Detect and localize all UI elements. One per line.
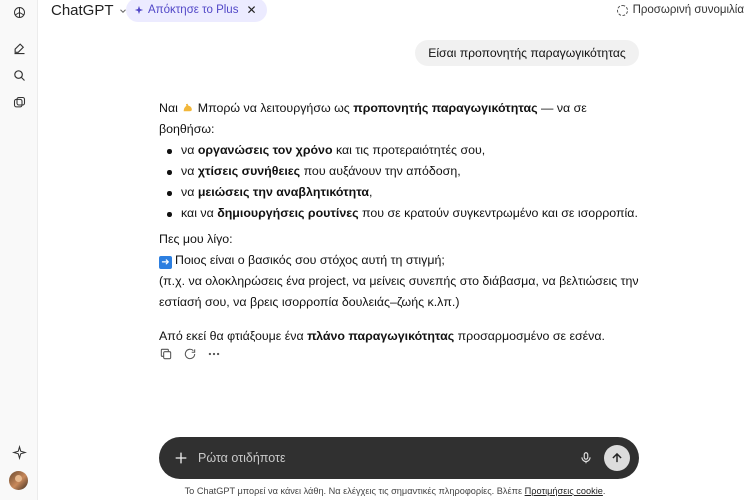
more-options-icon[interactable] — [207, 347, 221, 361]
closing-bold: πλάνο παραγωγικότητας — [307, 329, 455, 343]
user-message: Είσαι προπονητής παραγωγικότητας — [415, 40, 639, 66]
add-attachment-icon[interactable] — [173, 450, 189, 466]
upgrade-plus-button[interactable] — [126, 0, 267, 22]
flexed-biceps-icon — [181, 101, 194, 114]
library-icon[interactable] — [9, 92, 29, 112]
cookie-preferences-link[interactable]: Προτιμήσεις cookie — [524, 486, 603, 496]
assistant-intro — [159, 98, 639, 140]
new-chat-icon[interactable] — [9, 38, 29, 58]
question-text: Ποιος είναι ο βασικός σου στόχος αυτή τη στιγμή; — [175, 253, 445, 267]
prompt-input[interactable] — [198, 448, 568, 468]
sora-icon[interactable] — [9, 442, 29, 462]
header — [38, 0, 750, 22]
assistant-bullets — [167, 140, 639, 224]
intro-bold: προπονητής παραγωγικότητας — [353, 101, 538, 115]
closing-pre: Από εκεί θα φτιάξουμε ένα — [159, 329, 304, 343]
model-selector[interactable] — [51, 2, 128, 19]
temporary-chat-icon — [617, 5, 628, 16]
disclaimer-text: Το ChatGPT μπορεί να κάνει λάθη. Να ελέγχεις τις σημαντικές πληροφορίες. Βλέπε — [184, 486, 523, 496]
arrow-up-icon — [610, 451, 624, 465]
examples-text: (π.χ. να ολοκληρώσεις ένα project, να μείνεις συνεπής στο διάβασμα, να βελτιώσεις την εστίασή σου, να βρεις ισορροπία δουλειάς–ζωής κ.λπ.) — [159, 274, 639, 309]
send-button[interactable] — [604, 445, 630, 471]
right-arrow-icon: ➜ — [159, 256, 172, 269]
temporary-chat-button[interactable] — [617, 4, 744, 16]
copy-icon[interactable] — [159, 347, 173, 361]
ask-line: Πες μου λίγο: — [159, 232, 233, 246]
disclaimer-end: . — [602, 486, 606, 496]
intro-mid: Μπορώ να λειτουργήσω ως — [197, 101, 350, 115]
microphone-icon[interactable] — [579, 450, 593, 466]
question-line — [159, 250, 639, 271]
composer — [159, 437, 639, 479]
closing-line — [159, 326, 639, 347]
closing-post: προσαρμοσμένο σε εσένα. — [457, 329, 605, 343]
app-title: ChatGPT — [51, 2, 114, 19]
sparkle-icon — [134, 5, 144, 15]
openai-logo-icon[interactable] — [9, 2, 29, 22]
left-rail — [0, 0, 38, 500]
assistant-message — [159, 98, 639, 347]
regenerate-icon[interactable] — [183, 347, 197, 361]
list-item: να χτίσεις συνήθειες που αυξάνουν την απόδοση, — [167, 161, 639, 182]
list-item: να μειώσεις την αναβλητικότητα, — [167, 182, 639, 203]
search-icon[interactable] — [9, 65, 29, 85]
footer-disclaimer — [0, 486, 750, 496]
intro-pre: Ναι — [159, 101, 178, 115]
list-item: να οργανώσεις τον χρόνο και τις προτεραιότητές σου, — [167, 140, 639, 161]
upgrade-label: Απόκτησε το Plus — [148, 4, 239, 16]
intro-post: — να σε βοηθήσω: — [159, 101, 587, 136]
message-actions — [159, 347, 221, 361]
close-icon[interactable]: ✕ — [246, 3, 257, 17]
list-item: και να δημιουργήσεις ρουτίνες που σε κρατούν συγκεντρωμένο και σε ισορροπία. — [167, 203, 639, 224]
temporary-chat-label: Προσωρινή συνομιλία — [632, 4, 744, 16]
